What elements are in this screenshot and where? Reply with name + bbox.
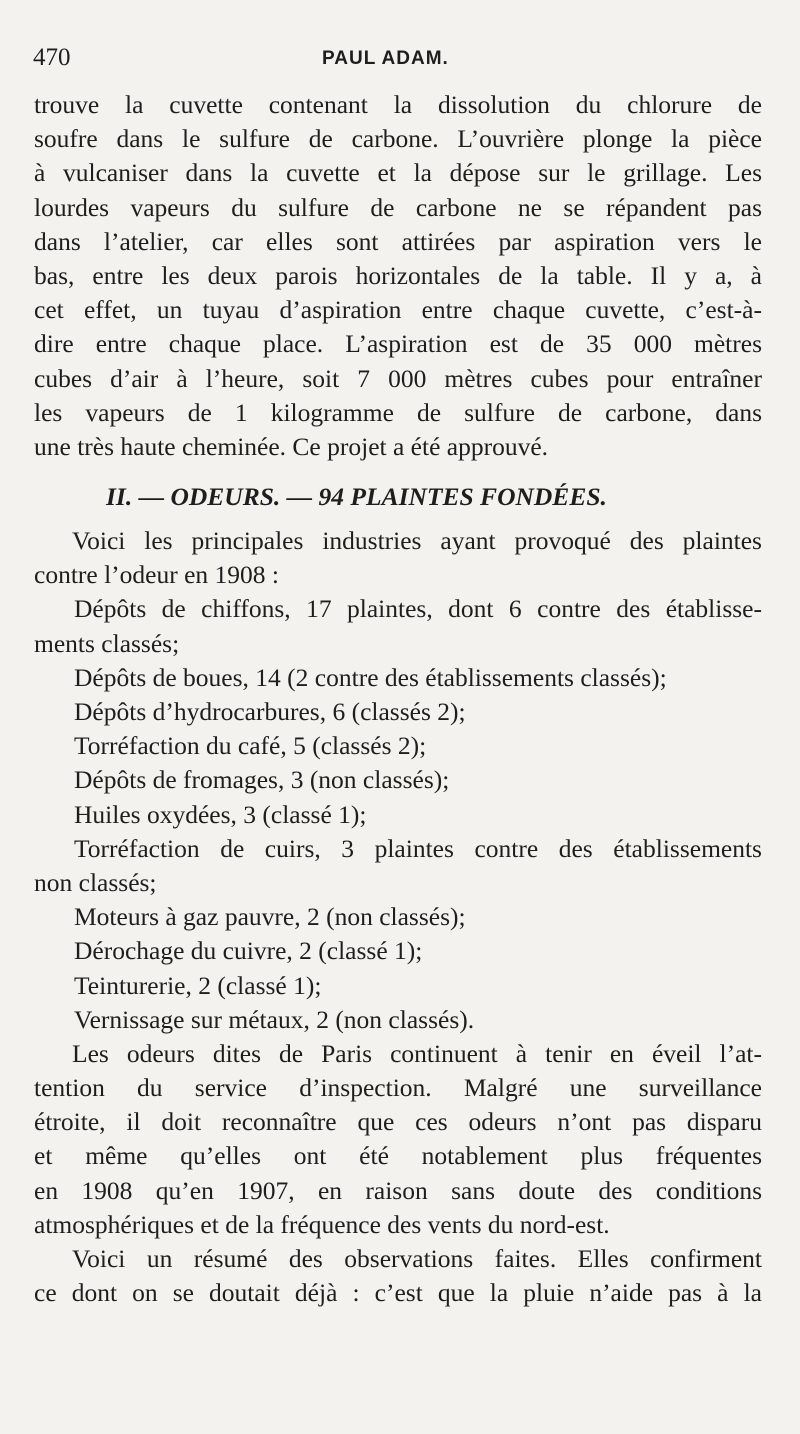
text-line: Les odeurs dites de Paris continuent à tenir en éveil l’at-	[72, 1038, 762, 1068]
text-line: cet effet, un tuyau d’aspiration entre chaque cuvette, c’est-à-	[34, 295, 762, 325]
text-line: Voici les principales industries ayant provoqué des plaintes	[72, 526, 762, 556]
list-item	[34, 661, 762, 695]
text-line: une très haute cheminée. Ce projet a été approuvé.	[34, 431, 549, 461]
text-line: cubes d’air à l’heure, soit 7 000 mètres cubes pour entraîner	[34, 363, 762, 393]
list-item	[34, 1003, 762, 1037]
text-line: Dépôts de chiffons, 17 plaintes, dont 6 contre des établisse-	[74, 594, 762, 624]
text-line: Vernissage sur métaux, 2 (non classés).	[74, 1004, 475, 1034]
complaints-list	[34, 592, 762, 1036]
text-line: lourdes vapeurs du sulfure de carbone ne se répandent pas	[34, 192, 762, 222]
paragraph-intro	[34, 524, 762, 592]
text-line: tention du service d’inspection. Malgré une surveillance	[34, 1073, 762, 1103]
text-line: les vapeurs de 1 kilogramme de sulfure de carbone, dans	[34, 397, 762, 427]
paragraph-observations	[34, 1242, 762, 1310]
text-line: Moteurs à gaz pauvre, 2 (non classés);	[74, 902, 466, 932]
page-header	[0, 44, 800, 78]
text-line: trouve la cuvette contenant la dissolution du chlorure de	[34, 90, 762, 119]
list-item	[34, 934, 762, 968]
text-line: Torréfaction du café, 5 (classés 2);	[74, 731, 427, 761]
text-line: et même qu’elles ont été notablement plus fréquentes	[34, 1141, 762, 1171]
list-item	[34, 729, 762, 763]
section-heading: II. — ODEURS. — 94 PLAINTES FONDÉES.	[106, 482, 607, 512]
text-line: Dérochage du cuivre, 2 (classé 1);	[74, 936, 423, 966]
text-line: atmosphériques et de la fréquence des vents du nord-est.	[34, 1209, 610, 1239]
text-line: en 1908 qu’en 1907, en raison sans doute des conditions	[34, 1175, 762, 1205]
page-body	[34, 88, 762, 1310]
text-line: dire entre chaque place. L’aspiration est de 35 000 mètres	[34, 329, 762, 359]
text-line: contre l’odeur en 1908 :	[34, 560, 280, 590]
text-line: Voici un résumé des observations faites. Elles confirment	[72, 1244, 762, 1273]
text-line: Huiles oxydées, 3 (classé 1);	[74, 799, 367, 829]
list-item	[34, 763, 762, 797]
list-item	[34, 832, 762, 900]
text-line: non classés;	[34, 867, 157, 897]
list-item	[34, 592, 762, 660]
text-line: à vulcaniser dans la cuvette et la dépose sur le grillage. Les	[34, 158, 762, 188]
running-head: PAUL ADAM.	[322, 48, 449, 69]
list-item	[34, 798, 762, 832]
paragraph-vulcanisation	[34, 88, 762, 464]
list-item	[34, 900, 762, 934]
text-line: ce dont on se doutait déjà : c’est que la pluie n’aide pas à la	[34, 1278, 762, 1308]
text-line: soufre dans le sulfure de carbone. L’ouvrière plonge la pièce	[34, 124, 762, 154]
text-line: étroite, il doit reconnaître que ces odeurs n’ont pas disparu	[34, 1107, 762, 1137]
text-line: ments classés;	[34, 628, 180, 658]
page-number: 470	[33, 44, 71, 71]
text-line: Dépôts de boues, 14 (2 contre des établissements classés);	[74, 662, 667, 692]
list-item	[34, 695, 762, 729]
text-line: Dépôts de fromages, 3 (non classés);	[74, 765, 450, 795]
text-line: dans l’atelier, car elles sont attirées par aspiration vers le	[34, 226, 762, 256]
text-line: Dépôts d’hydrocarbures, 6 (classés 2);	[74, 697, 466, 726]
text-line: bas, entre les deux parois horizontales de la table. Il y a, à	[34, 260, 762, 290]
list-item	[34, 969, 762, 1003]
text-line: Torréfaction de cuirs, 3 plaintes contre des établissements	[74, 833, 762, 863]
text-line: Teinturerie, 2 (classé 1);	[74, 970, 322, 1000]
paragraph-paris-odours	[34, 1037, 762, 1242]
